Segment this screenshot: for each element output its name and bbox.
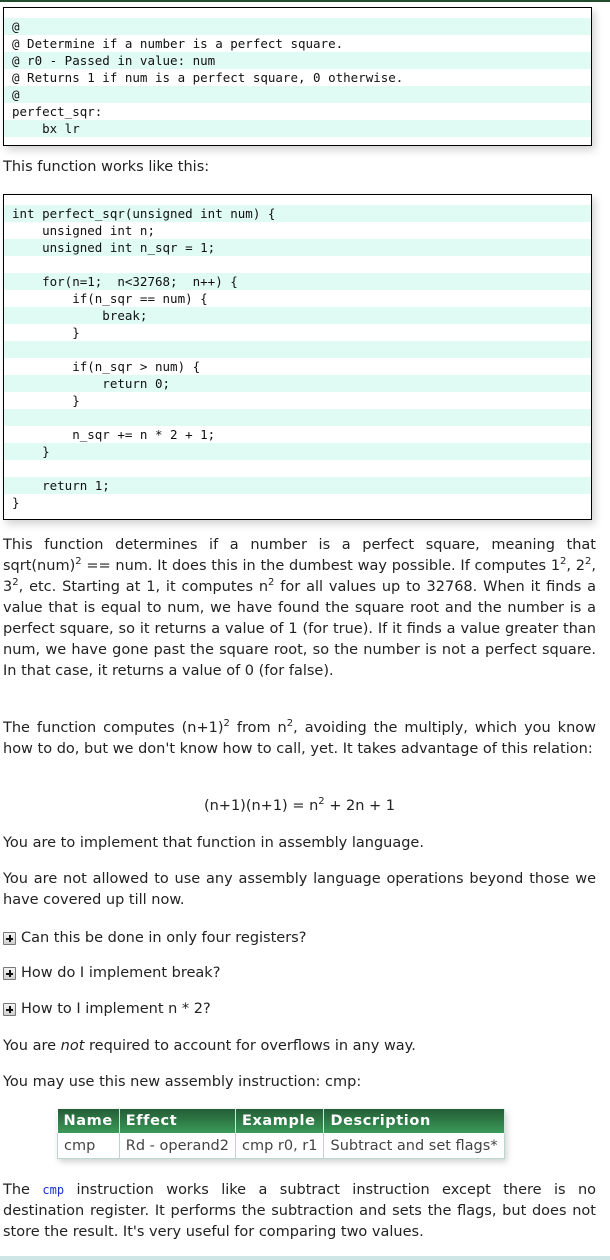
expander-implement-break[interactable] [3, 963, 220, 983]
text: , 3 [3, 558, 596, 595]
code-line: } [4, 324, 591, 341]
code-line: int perfect_sqr(unsigned int num) { [4, 205, 591, 222]
code-line: return 0; [4, 375, 591, 392]
text: The function computes (n+1) [3, 720, 224, 736]
code-line [4, 256, 591, 273]
expander-label[interactable]: Can this be done in only four registers? [21, 930, 307, 946]
expander-label[interactable]: How to I implement n * 2? [21, 1001, 211, 1017]
superscript: 2 [223, 718, 230, 729]
code-line: @ Returns 1 if num is a perfect square, 0 otherwise. [4, 69, 591, 86]
superscript: 2 [286, 718, 294, 729]
code-line: @ r0 - Passed in value: num [4, 52, 591, 69]
superscript: 2 [560, 556, 567, 567]
intro-text: This function works like this: [3, 159, 210, 175]
table-cell: cmp [58, 1133, 120, 1159]
expand-plus-icon[interactable] [3, 1003, 16, 1016]
cmp-explanation-paragraph [3, 1180, 596, 1243]
code-line: } [4, 392, 591, 409]
code-line: unsigned int n_sqr = 1; [4, 239, 591, 256]
code-line: break; [4, 307, 591, 324]
code-line: n_sqr += n * 2 + 1; [4, 426, 591, 443]
code-line: bx lr [4, 120, 591, 137]
text: , etc. Starting at 1, it computes n [18, 579, 269, 595]
superscript: 2 [268, 577, 275, 588]
text: You are [3, 1038, 61, 1054]
code-line [4, 460, 591, 477]
overflow-paragraph [3, 1036, 596, 1057]
code-line: return 1; [4, 477, 591, 494]
text: This function determines if a number is a perfect square, meaning that sqrt(num) [3, 537, 596, 574]
code-line: @ Determine if a number is a perfect square. [4, 35, 591, 52]
code-line: for(n=1; n<32768; n++) { [4, 273, 591, 290]
superscript: 2 [585, 556, 592, 567]
code-line: perfect_sqr: [4, 103, 591, 120]
text: instruction works like a subtract instruction except there is no destination register. It performs the subtraction and sets the flags, but does not store the result. It's very useful for comparing two values. [3, 1182, 597, 1240]
table-cell: Rd - operand2 [119, 1133, 235, 1159]
text: == num. It does this in the dumbest way possible. If computes 1 [81, 558, 561, 574]
emphasis: not [60, 1038, 85, 1054]
top-divider [0, 0, 610, 2]
column-header: Example [235, 1109, 324, 1133]
expand-plus-icon[interactable] [3, 967, 16, 980]
code-line: if(n_sqr > num) { [4, 358, 591, 375]
restriction-paragraph: You are not allowed to use any assembly language operations beyond those we have covered up till now. [3, 871, 596, 908]
new-instruction-paragraph: You may use this new assembly instruction: cmp: [3, 1074, 362, 1090]
relation-paragraph [3, 718, 596, 760]
bottom-divider [0, 1256, 610, 1260]
code-line: } [4, 494, 591, 511]
column-header: Effect [119, 1109, 235, 1133]
code-line: if(n_sqr == num) { [4, 290, 591, 307]
code-line: @ [4, 18, 591, 35]
table-cell: Subtract and set flags* [324, 1133, 504, 1159]
text: + 2n + 1 [324, 798, 396, 814]
text: from n [229, 720, 287, 736]
asm-code-block [3, 7, 592, 146]
superscript: 2 [75, 556, 82, 567]
superscript: 2 [318, 796, 325, 807]
code-line [4, 341, 591, 358]
inline-code: cmp [42, 1183, 65, 1197]
c-code-block [3, 194, 592, 520]
text: required to account for overflows in any way. [84, 1038, 416, 1054]
text: (n+1)(n+1) = n [203, 798, 319, 814]
text: for all values up to 32768. When it finds a value that is equal to num, we have found the square root and the number is a perfect square, so it returns a value of 1 (for true). If it finds a value greater than num, we have gone past the square root, so the number is not a perfect square. In that case, it returns a value of 0 (for false). [3, 579, 596, 679]
text: , avoiding the multiply, which you know how to do, but we don't know how to call, yet. It takes advantage of this relation: [3, 720, 596, 757]
code-line [4, 409, 591, 426]
code-line: } [4, 443, 591, 460]
code-line: unsigned int n; [4, 222, 591, 239]
task-paragraph: You are to implement that function in assembly language. [3, 835, 424, 851]
column-header: Name [58, 1109, 120, 1133]
text: The [3, 1182, 43, 1198]
text: , 2 [566, 558, 586, 574]
superscript: 2 [12, 577, 19, 588]
expander-four-registers[interactable] [3, 928, 306, 948]
table-cell: cmp r0, r1 [235, 1133, 324, 1159]
code-line: @ [4, 86, 591, 103]
description-paragraph [3, 535, 596, 682]
expander-implement-n-times-2[interactable] [3, 999, 211, 1019]
expander-label[interactable]: How do I implement break? [21, 965, 221, 981]
table-row [58, 1133, 505, 1159]
table-header-row [58, 1109, 505, 1133]
expand-plus-icon[interactable] [3, 932, 16, 945]
column-header: Description [324, 1109, 504, 1133]
equation [3, 796, 596, 817]
instruction-table [57, 1109, 505, 1159]
